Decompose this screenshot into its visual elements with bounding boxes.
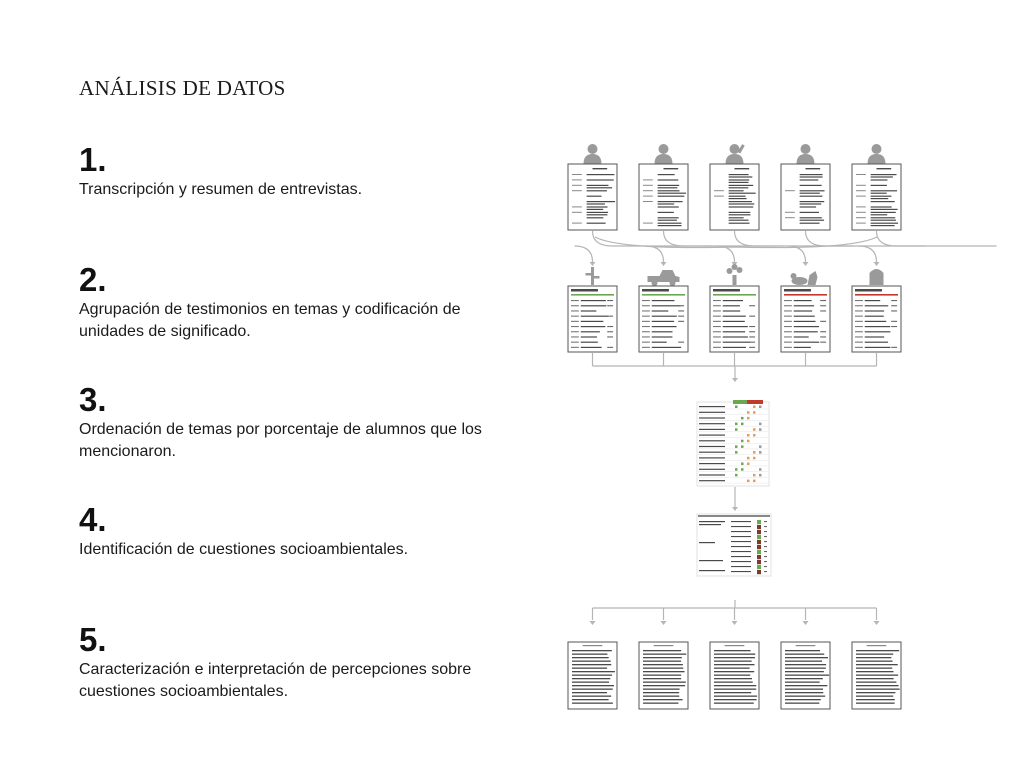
document-thumbnail <box>781 642 830 709</box>
plant-icon <box>586 267 600 285</box>
person-icon <box>584 144 602 164</box>
step-description: Caracterización e interpretación de percepciones sobre cuestiones socioambientales. <box>79 661 472 700</box>
person-icon <box>726 144 745 164</box>
document-thumbnail <box>852 286 901 352</box>
document-thumbnail <box>852 164 901 230</box>
connector-line <box>575 246 593 262</box>
step-number: 5. <box>79 621 107 658</box>
connector-line <box>859 246 877 262</box>
document-thumbnail <box>781 286 830 352</box>
pickup-truck-icon <box>648 270 680 286</box>
document-thumbnail <box>568 164 617 230</box>
connector-line <box>788 246 806 262</box>
document-thumbnail <box>710 286 759 352</box>
step-number: 1. <box>79 141 107 178</box>
arrow-head <box>590 621 596 625</box>
arrow-head <box>661 262 667 266</box>
document-thumbnail <box>639 164 688 230</box>
document-thumbnail <box>710 642 759 709</box>
arrow-head <box>803 621 809 625</box>
arrow-head <box>732 621 738 625</box>
connector-line <box>593 231 713 246</box>
arrow-head <box>732 378 738 382</box>
step-description: Identificación de cuestiones socioambientales. <box>79 541 409 558</box>
connector-line <box>717 246 735 262</box>
issues-table <box>697 514 771 576</box>
animals-icon <box>791 271 818 285</box>
arrow-head <box>874 621 880 625</box>
step-number: 2. <box>79 261 107 298</box>
document-thumbnail <box>639 286 688 352</box>
person-icon <box>655 144 673 164</box>
arrow-head <box>732 507 738 511</box>
arrow-head <box>590 262 596 266</box>
document-thumbnail <box>639 642 688 709</box>
person-icon <box>797 144 815 164</box>
document-thumbnail <box>568 286 617 352</box>
document-thumbnail <box>568 642 617 709</box>
ranking-table <box>697 400 769 486</box>
coral-icon <box>727 264 743 285</box>
document-thumbnail <box>710 164 759 230</box>
arrow-head <box>803 262 809 266</box>
connector-line <box>735 231 855 246</box>
connector-line <box>664 231 784 246</box>
arrow-head <box>874 262 880 266</box>
document-thumbnail <box>781 164 830 230</box>
step-number: 3. <box>79 381 107 418</box>
step-number: 4. <box>79 501 107 538</box>
connector-line <box>806 231 926 246</box>
connector-line <box>877 231 997 246</box>
connector-line <box>646 246 664 262</box>
step-description: Ordenación de temas por porcentaje de alumnos que los mencionaron. <box>79 421 482 460</box>
person-icon <box>868 144 886 164</box>
arrow-head <box>661 621 667 625</box>
building-icon <box>870 269 884 285</box>
document-thumbnail <box>852 642 901 709</box>
page-title: ANÁLISIS DE DATOS <box>79 76 286 100</box>
step-description: Agrupación de testimonios en temas y codificación de unidades de significado. <box>79 301 461 340</box>
step-description: Transcripción y resumen de entrevistas. <box>79 181 363 198</box>
